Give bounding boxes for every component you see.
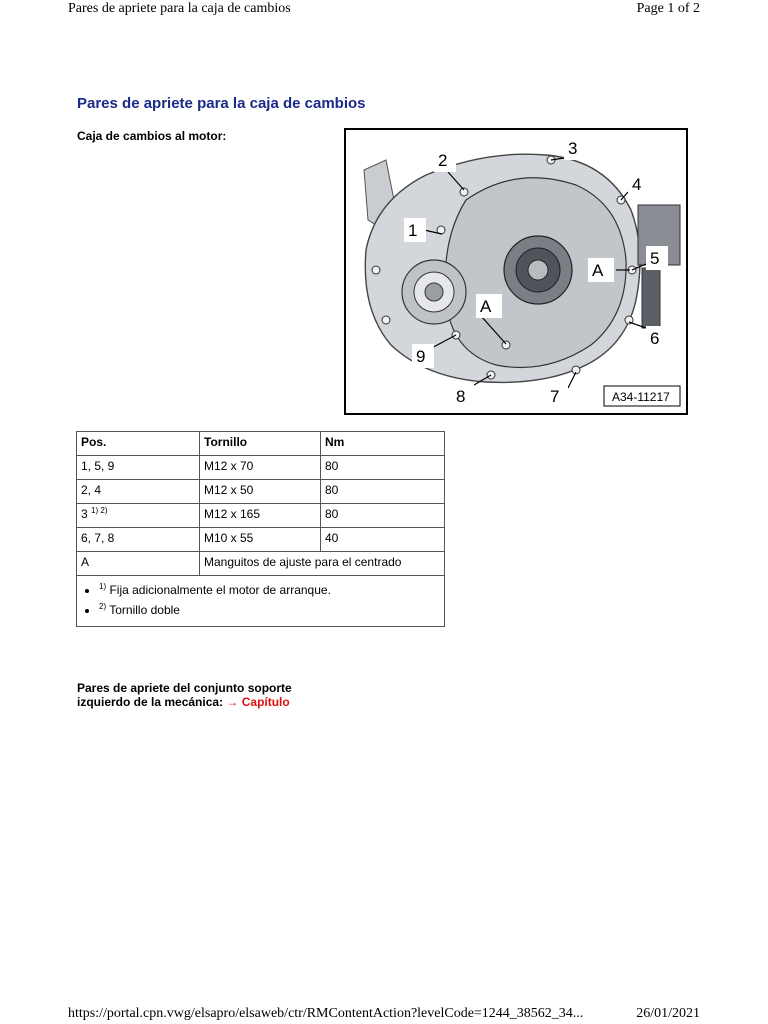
torque-table xyxy=(76,431,445,627)
gearbox-figure xyxy=(344,128,688,415)
page-number: Page 1 of 2 xyxy=(636,1,700,16)
callout-4: 4 xyxy=(632,175,642,194)
footnote-item xyxy=(99,603,440,617)
footnote-text: Fija adicionalmente el motor de arranque. xyxy=(106,583,331,597)
related-note-line2 xyxy=(77,695,337,709)
header-title: Pares de apriete para la caja de cambios xyxy=(68,1,291,16)
column-header-nm: Nm xyxy=(321,432,445,456)
callout-6: 6 xyxy=(650,329,660,348)
cell-pos: 6, 7, 8 xyxy=(77,528,200,552)
footer-date: 26/01/2021 xyxy=(636,1006,700,1021)
page-title: Pares de apriete para la caja de cambios xyxy=(77,95,366,112)
cell-nm: 80 xyxy=(321,456,445,480)
footnote-refs: 1) 2) xyxy=(91,506,108,515)
footnote-text: Tornillo doble xyxy=(106,603,180,617)
footnotes-cell xyxy=(77,576,445,627)
callout-2: 2 xyxy=(438,151,448,170)
related-note-line1: Pares de apriete del conjunto soporte xyxy=(77,681,292,695)
footnote-marker: 2) xyxy=(99,602,107,611)
page-footer xyxy=(0,1004,768,1024)
footer-url: https://portal.cpn.vwg/elsapro/elsaweb/ctr/RMContentAction?levelCode=1244_38562_34... xyxy=(68,1006,584,1021)
callout-8: 8 xyxy=(456,387,466,406)
callout-7: 7 xyxy=(550,387,560,406)
cell-pos: 2, 4 xyxy=(77,480,200,504)
table-header-row xyxy=(77,432,445,456)
cell-bolt: M12 x 70 xyxy=(200,456,321,480)
table-row xyxy=(77,504,445,528)
footnote-item xyxy=(99,583,440,597)
callout-a-right: A xyxy=(592,261,604,280)
footnote-marker: 1) xyxy=(99,582,107,591)
table-row xyxy=(77,456,445,480)
cell-pos-text: 3 xyxy=(81,507,88,521)
cell-pos: 1, 5, 9 xyxy=(77,456,200,480)
cell-nm: 80 xyxy=(321,504,445,528)
column-header-pos: Pos. xyxy=(77,432,200,456)
section-subtitle: Caja de cambios al motor: xyxy=(77,129,227,143)
page-header xyxy=(0,0,768,22)
cell-nm: 80 xyxy=(321,480,445,504)
table-notes-row xyxy=(77,576,445,627)
related-note xyxy=(77,681,337,709)
cell-bolt: M12 x 50 xyxy=(200,480,321,504)
column-header-bolt: Tornillo xyxy=(200,432,321,456)
chapter-link[interactable]: → Capítulo xyxy=(226,695,290,709)
cell-pos xyxy=(77,504,200,528)
callout-5: 5 xyxy=(650,249,660,268)
table-row xyxy=(77,480,445,504)
table-row xyxy=(77,552,445,576)
callout-a-center: A xyxy=(480,297,492,316)
callout-3: 3 xyxy=(568,139,578,158)
callout-1: 1 xyxy=(408,221,418,240)
cell-description: Manguitos de ajuste para el centrado xyxy=(200,552,445,576)
cell-pos: A xyxy=(77,552,200,576)
figure-code: A34-11217 xyxy=(612,390,670,404)
footnote-list xyxy=(81,583,440,617)
gearbox-illustration xyxy=(346,130,686,413)
table-row xyxy=(77,528,445,552)
callout-9: 9 xyxy=(416,347,426,366)
related-note-text: izquierdo de la mecánica: xyxy=(77,695,227,709)
cell-bolt: M12 x 165 xyxy=(200,504,321,528)
cell-bolt: M10 x 55 xyxy=(200,528,321,552)
cell-nm: 40 xyxy=(321,528,445,552)
